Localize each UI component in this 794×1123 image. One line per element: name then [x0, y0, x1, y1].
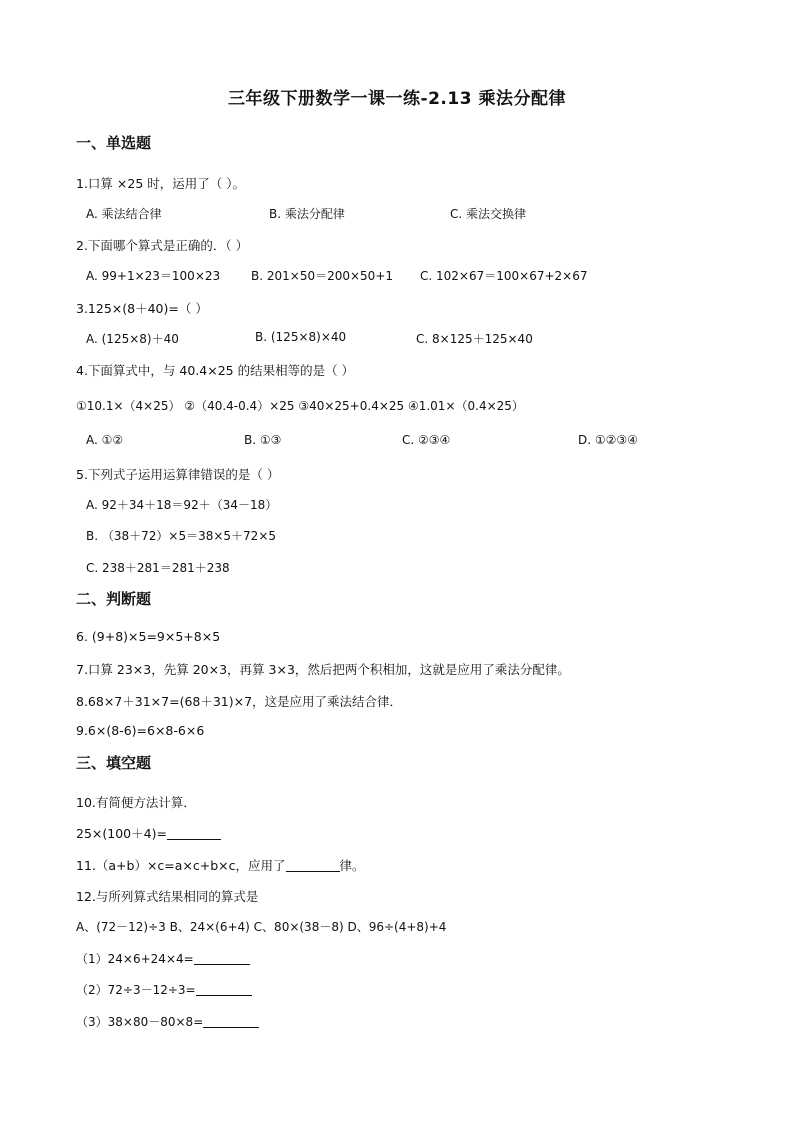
q1-option-c: C. 乘法交换律	[450, 207, 527, 221]
q12-part-1-text: （1）24×6+24×4=	[76, 952, 194, 966]
q12-part-2	[76, 981, 252, 998]
q4-option-b: B. ①③	[244, 433, 282, 447]
section-heading-fill-blank: 三、填空题	[76, 754, 152, 772]
question-8: 8.68×7＋31×7=(68＋31)×7，这是应用了乘法结合律．	[76, 694, 403, 709]
q12-part-3-blank[interactable]	[203, 1015, 259, 1028]
q12-choices: A、(72－12)÷3 B、24×(6+4) C、80×(38－8) D、96÷(4+8)+4	[76, 920, 447, 934]
q4-option-c: C. ②③④	[402, 433, 451, 447]
q11-text-after: 律。	[339, 858, 365, 873]
question-6: 6. (9+8)×5=9×5+8×5	[76, 629, 221, 644]
q1-option-a: A. 乘法结合律	[86, 207, 162, 221]
q2-option-b: B. 201×50＝200×50+1	[251, 269, 394, 283]
question-5: 5.下列式子运用运算律错误的是（ ）	[76, 467, 280, 482]
q2-option-c: C. 102×67＝100×67+2×67	[420, 269, 588, 283]
question-9: 9.6×(8-6)=6×8-6×6	[76, 723, 205, 738]
q10-expression-text: 25×(100＋4)=	[76, 826, 167, 841]
q10-answer-blank[interactable]	[167, 827, 221, 840]
q5-option-b: B. （38＋72）×5＝38×5＋72×5	[86, 529, 277, 543]
q12-part-1	[76, 950, 250, 967]
q4-option-a: A. ①②	[86, 433, 124, 447]
q5-option-c: C. 238＋281＝281＋238	[86, 561, 230, 575]
question-10: 10.有简便方法计算．	[76, 795, 196, 810]
q2-option-a: A. 99+1×23＝100×23	[86, 269, 221, 283]
q3-option-c: C. 8×125＋125×40	[416, 332, 533, 346]
q12-part-3-text: （3）38×80－80×8=	[76, 1015, 204, 1029]
section-heading-single-choice: 一、单选题	[76, 134, 152, 152]
q4-expressions: ①10.1×（4×25） ②（40.4-0.4）×25 ③40×25+0.4×25 ④1.01×（0.4×25）	[76, 399, 524, 413]
q5-option-a: A. 92＋34＋18＝92＋（34－18）	[86, 498, 278, 512]
q4-option-d: D. ①②③④	[578, 433, 638, 447]
q3-option-a: A. (125×8)＋40	[86, 332, 179, 346]
q1-option-b: B. 乘法分配律	[269, 207, 345, 221]
question-7: 7.口算 23×3，先算 20×3，再算 3×3，然后把两个积相加，这就是应用了乘法分配律。	[76, 662, 570, 677]
question-12: 12.与所列算式结果相同的算式是	[76, 889, 259, 904]
question-4: 4.下面算式中，与 40.4×25 的结果相等的是（ ）	[76, 363, 355, 378]
q11-answer-blank[interactable]	[286, 859, 340, 872]
question-1: 1.口算 ×25 时，运用了（ ）。	[76, 176, 245, 191]
q10-expression	[76, 824, 221, 842]
page-title: 三年级下册数学一课一练-2.13 乘法分配律	[228, 89, 566, 109]
q12-part-2-text: （2）72÷3－12÷3=	[76, 983, 196, 997]
section-heading-true-false: 二、判断题	[76, 590, 152, 608]
question-3: 3.125×(8＋40)=（ ）	[76, 301, 208, 316]
q12-part-1-blank[interactable]	[194, 952, 250, 965]
q3-option-b: B. (125×8)×40	[255, 330, 347, 344]
q12-part-3	[76, 1013, 259, 1030]
q11-text-before: 11.（a+b）×c=a×c+b×c，应用了	[76, 858, 286, 873]
question-11	[76, 856, 365, 874]
q12-part-2-blank[interactable]	[196, 983, 252, 996]
question-2: 2.下面哪个算式是正确的．（ ）	[76, 238, 249, 253]
